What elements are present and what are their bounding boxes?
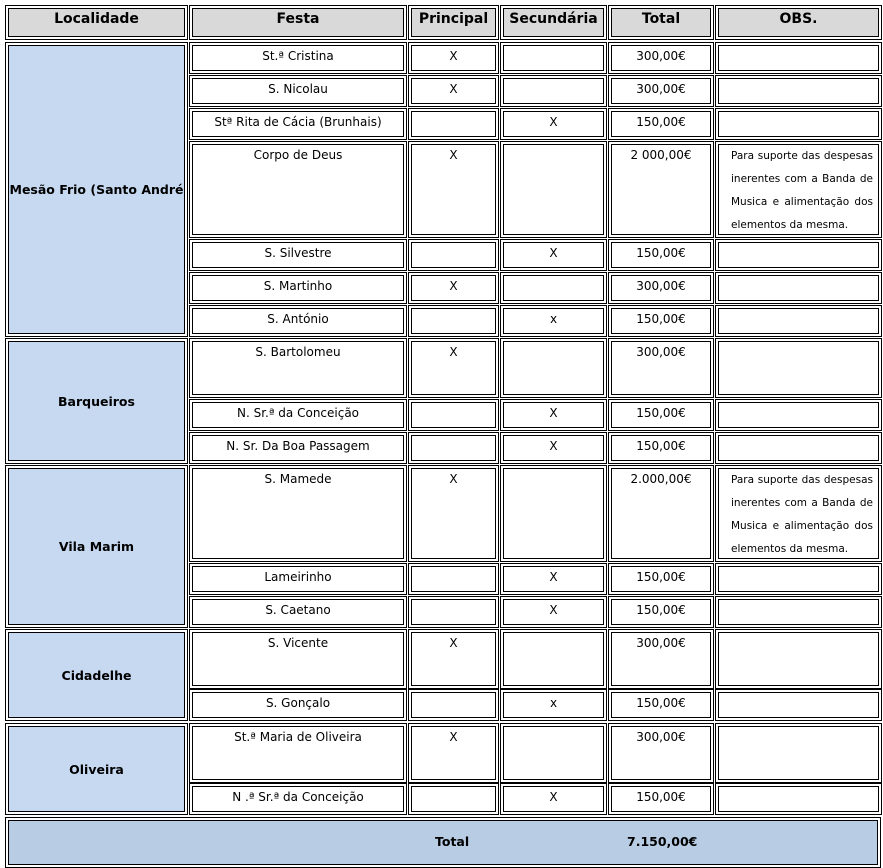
localidade-cell: Cidadelhe xyxy=(8,632,185,718)
festa-cell: St.ª Cristina xyxy=(192,45,404,71)
secundaria-cell xyxy=(503,275,604,301)
obs-cell xyxy=(718,599,879,625)
principal-cell: X xyxy=(411,275,496,301)
festa-cell: S. Silvestre xyxy=(192,242,404,268)
festa-cell: S. Martinho xyxy=(192,275,404,301)
localidade-cell: Barqueiros xyxy=(8,341,185,461)
obs-cell xyxy=(718,45,879,71)
total-cell: 150,00€ xyxy=(611,786,711,812)
secundaria-cell: x xyxy=(503,308,604,334)
festa-cell: N .ª Sr.ª da Conceição xyxy=(192,786,404,812)
total-cell: 300,00€ xyxy=(611,45,711,71)
total-label: Total xyxy=(435,834,470,849)
secundaria-cell: X xyxy=(503,111,604,137)
secundaria-cell: X xyxy=(503,435,604,461)
total-cell: 300,00€ xyxy=(611,78,711,104)
principal-cell xyxy=(411,692,496,718)
obs-cell xyxy=(718,242,879,268)
festa-cell: Lameirinho xyxy=(192,566,404,592)
festa-cell: S. Caetano xyxy=(192,599,404,625)
secundaria-cell: X xyxy=(503,402,604,428)
secundaria-cell xyxy=(503,45,604,71)
secundaria-cell: X xyxy=(503,599,604,625)
obs-cell xyxy=(718,632,879,686)
secundaria-cell xyxy=(503,632,604,686)
total-cell: 2.000,00€ xyxy=(611,468,711,559)
obs-cell xyxy=(718,786,879,812)
total-value: 7.150,00€ xyxy=(627,834,698,849)
festa-cell: S. Vicente xyxy=(192,632,404,686)
total-cell: 300,00€ xyxy=(611,341,711,395)
festa-cell: S. Mamede xyxy=(192,468,404,559)
obs-cell: Para suporte das despesas inerentes com a Banda de Musica e alimentação dos elementos da mesma. xyxy=(718,144,879,235)
obs-cell xyxy=(718,275,879,301)
principal-cell: X xyxy=(411,144,496,235)
total-cell: 150,00€ xyxy=(611,242,711,268)
header-principal: Principal xyxy=(411,8,496,37)
principal-cell: X xyxy=(411,726,496,780)
total-cell: 150,00€ xyxy=(611,692,711,718)
principal-cell: X xyxy=(411,632,496,686)
total-cell: 150,00€ xyxy=(611,111,711,137)
principal-cell xyxy=(411,308,496,334)
festa-cell: St.ª Maria de Oliveira xyxy=(192,726,404,780)
principal-cell xyxy=(411,402,496,428)
obs-cell xyxy=(718,692,879,718)
secundaria-cell xyxy=(503,341,604,395)
principal-cell: X xyxy=(411,45,496,71)
secundaria-cell: X xyxy=(503,242,604,268)
principal-cell xyxy=(411,242,496,268)
secundaria-cell xyxy=(503,78,604,104)
principal-cell: X xyxy=(411,468,496,559)
total-cell: 150,00€ xyxy=(611,308,711,334)
header-festa: Festa xyxy=(192,8,404,37)
total-cell: 150,00€ xyxy=(611,435,711,461)
principal-cell xyxy=(411,599,496,625)
secundaria-cell: x xyxy=(503,692,604,718)
total-cell: 300,00€ xyxy=(611,726,711,780)
total-cell: 2 000,00€ xyxy=(611,144,711,235)
secundaria-cell xyxy=(503,468,604,559)
header-total: Total xyxy=(611,8,711,37)
obs-cell: Para suporte das despesas inerentes com a Banda de Musica e alimentação dos elementos da mesma. xyxy=(718,468,879,559)
localidade-cell: Mesão Frio (Santo André xyxy=(8,45,185,334)
total-cell: 150,00€ xyxy=(611,566,711,592)
secundaria-cell xyxy=(503,144,604,235)
festa-cell: S. António xyxy=(192,308,404,334)
obs-cell xyxy=(718,435,879,461)
principal-cell: X xyxy=(411,78,496,104)
principal-cell xyxy=(411,786,496,812)
festa-cell: N. Sr. Da Boa Passagem xyxy=(192,435,404,461)
secundaria-cell: X xyxy=(503,786,604,812)
obs-cell xyxy=(718,308,879,334)
obs-cell xyxy=(718,78,879,104)
principal-cell xyxy=(411,566,496,592)
obs-cell xyxy=(718,726,879,780)
obs-cell xyxy=(718,341,879,395)
header-secundaria: Secundária xyxy=(503,8,604,37)
localidade-cell: Oliveira xyxy=(8,726,185,812)
festa-cell: Stª Rita de Cácia (Brunhais) xyxy=(192,111,404,137)
secundaria-cell xyxy=(503,726,604,780)
total-cell: 150,00€ xyxy=(611,599,711,625)
secundaria-cell: X xyxy=(503,566,604,592)
festa-cell: S. Bartolomeu xyxy=(192,341,404,395)
total-cell: 300,00€ xyxy=(611,632,711,686)
obs-cell xyxy=(718,111,879,137)
total-cell: 150,00€ xyxy=(611,402,711,428)
localidade-cell: Vila Marim xyxy=(8,468,185,625)
total-cell: 300,00€ xyxy=(611,275,711,301)
festa-cell: S. Nicolau xyxy=(192,78,404,104)
obs-cell xyxy=(718,566,879,592)
festa-cell: N. Sr.ª da Conceição xyxy=(192,402,404,428)
principal-cell: X xyxy=(411,341,496,395)
festa-cell: Corpo de Deus xyxy=(192,144,404,235)
obs-cell xyxy=(718,402,879,428)
header-obs: OBS. xyxy=(718,8,879,37)
festa-cell: S. Gonçalo xyxy=(192,692,404,718)
total-row xyxy=(8,820,878,865)
principal-cell xyxy=(411,435,496,461)
principal-cell xyxy=(411,111,496,137)
header-localidade: Localidade xyxy=(8,8,185,37)
